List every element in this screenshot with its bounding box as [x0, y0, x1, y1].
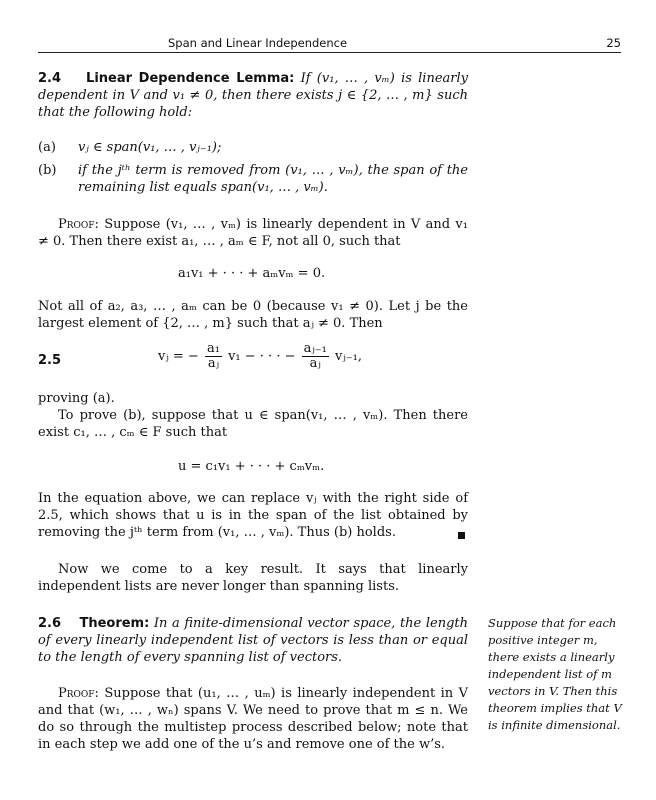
theorem-text: In a finite-dimensional vector space, the length of every linearly independent list of vectors is less than or equal to the length of every spanning list of vectors. [38, 616, 468, 665]
eq2-lhs: vⱼ = − [158, 349, 199, 364]
lemma-item-b: if the jᵗʰ term is removed from (v₁, … , vₘ), the span of the remaining list equals span(v₁, … , vₘ). [78, 163, 468, 195]
running-title: Span and Linear Independence [168, 36, 348, 50]
lemma-number: 2.4 [38, 71, 62, 86]
lemma-text: If (v₁, … , vₘ) is linearly dependent in V and v₁ ≠ 0, then there exists j ∈ {2, … , m} such that the following hold: [38, 71, 468, 120]
lemma-item-b-label: (b) [38, 163, 57, 178]
proof-text-1: Suppose (v₁, … , vₘ) is linearly dependent in V and v₁ ≠ 0. Then there exist a₁, … , aₘ ∈ F, not all 0, such that [38, 217, 468, 249]
proving-a: proving (a). [38, 391, 115, 406]
proof-paragraph-3: To prove (b), suppose that u ∈ span(v₁, … , vₘ). Then there exist c₁, … , cₘ ∈ F such that [38, 408, 468, 440]
eq2-denominator-2: aⱼ [309, 356, 321, 371]
lemma-item-a: vⱼ ∈ span(v₁, … , vⱼ₋₁); [78, 140, 222, 155]
equation-2-5 [158, 342, 362, 372]
transition-paragraph: Now we come to a key result. It says that linearly independent lists are never longer than spanning lists. [38, 562, 468, 594]
eq2-denominator-1: aⱼ [207, 356, 220, 371]
proof-paragraph-2: Not all of a₂, a₃, … , aₘ can be 0 (because v₁ ≠ 0). Let j be the largest element of {2, … , m} such that aⱼ ≠ 0. Then [38, 299, 468, 331]
proof-paragraph-1 [38, 216, 468, 250]
eq2-numerator-1: a₁ [206, 341, 220, 356]
lemma-statement [38, 70, 468, 121]
proof-paragraph-4: In the equation above, we can replace vⱼ with the right side of 2.5, which shows that u is in the span of the list obtained by removing the jᵗʰ term from (v₁, … , vₘ). Thus (b) holds. [38, 491, 468, 540]
theorem-statement [38, 615, 468, 666]
proof-label: Proof: [58, 217, 99, 232]
eq2-fraction-2 [302, 342, 329, 371]
qed-square [458, 532, 465, 539]
proof-2-paragraph [38, 685, 468, 753]
eq2-fraction-1 [205, 342, 222, 371]
page-number: 25 [606, 36, 621, 50]
theorem-number: 2.6 [38, 616, 62, 631]
eq2-middle: v₁ − · · · − [228, 349, 296, 364]
proof-2-label: Proof: [58, 686, 99, 701]
running-header [38, 36, 621, 53]
eq2-tail: vⱼ₋₁, [335, 349, 363, 364]
theorem-name: Theorem: [79, 616, 150, 631]
lemma-item-a-label: (a) [38, 140, 56, 155]
eq2-numerator-2: aⱼ₋₁ [303, 341, 327, 356]
margin-note: Suppose that for each positive integer m, there exists a linearly independent list of m vectors in V. Then this theorem implies that V is infinite dimensional. [488, 616, 622, 732]
proof-2-text: Suppose that (u₁, … , uₘ) is linearly independent in V and that (w₁, … , wₙ) spans V. We need to prove that m ≤ n. We do so through the multistep process described below; note that in each step we add one of the u’s and remove one of the w’s. [38, 686, 468, 752]
equation-3: u = c₁v₁ + · · · + cₘvₘ. [178, 459, 325, 474]
lemma-name: Linear Dependence Lemma: [86, 71, 295, 86]
equation-number-2-5: 2.5 [38, 353, 62, 368]
equation-1: a₁v₁ + · · · + aₘvₘ = 0. [178, 266, 326, 281]
